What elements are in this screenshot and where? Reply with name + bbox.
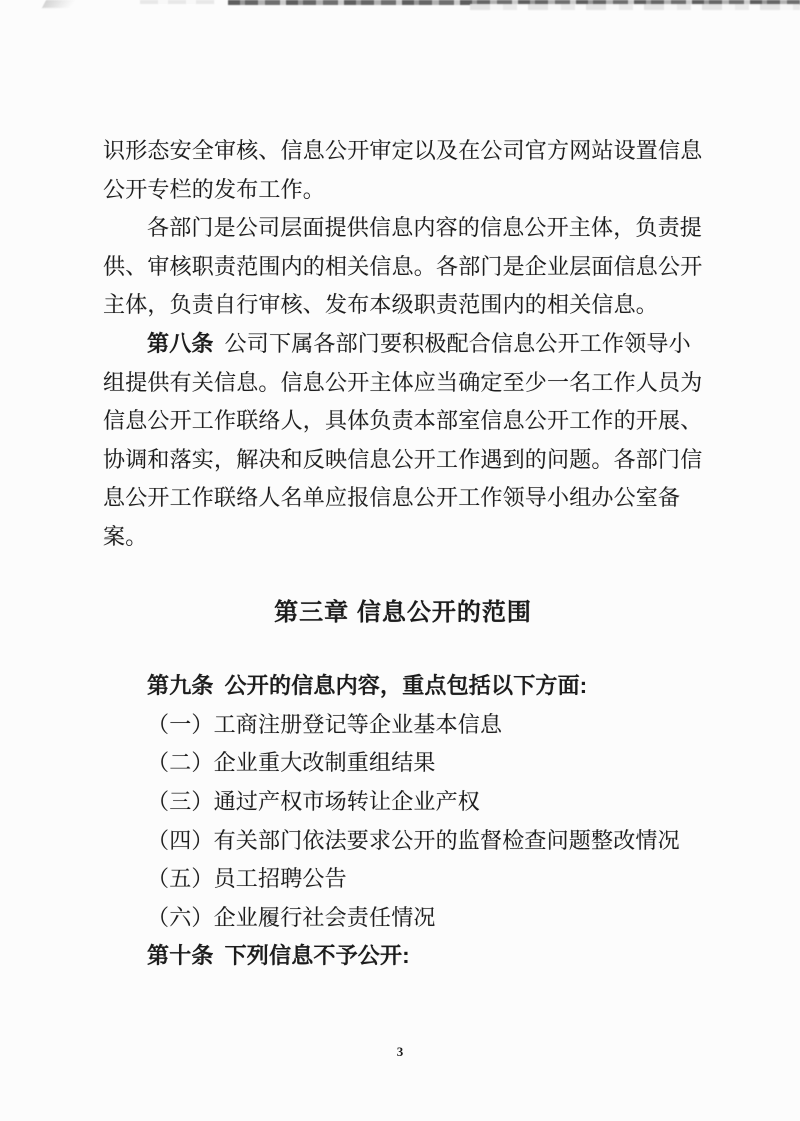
list-item: （二）企业重大改制重组结果 (147, 750, 436, 776)
body-line: 主体，负责自行审核、发布本级职责范围内的相关信息。 (103, 292, 659, 318)
body-line: 公开专栏的发布工作。 (103, 176, 326, 202)
article-10-line (103, 937, 703, 976)
body-line: 息公开工作联络人名单应报信息公开工作领导小组办公室备 (103, 485, 681, 511)
list-item: （三）通过产权市场转让企业产权 (147, 788, 481, 814)
body-text: 公司下属各部门要积极配合信息公开工作领导小 (224, 330, 691, 356)
article-8-first-line (103, 325, 703, 364)
body-line: 供、审核职责范围内的相关信息。各部门是企业层面信息公开 (103, 253, 703, 279)
chapter-heading: 第三章 信息公开的范围 (274, 598, 532, 626)
body-line: 信息公开工作联络人，具体负责本部室信息公开工作的开展、 (103, 408, 703, 434)
article-10-number: 第十条 (147, 943, 214, 969)
body-line: 案。 (103, 523, 148, 549)
article-9-line (103, 667, 703, 706)
page-number: 3 (396, 1044, 404, 1059)
list-item: （六）企业履行社会责任情况 (147, 904, 436, 930)
list-item: （四）有关部门依法要求公开的监督检查问题整改情况 (147, 827, 680, 853)
list-item: （一）工商注册登记等企业基本信息 (147, 711, 503, 737)
body-line: 各部门是公司层面提供信息内容的信息公开主体，负责提 (147, 215, 703, 241)
article-9-number: 第九条 (147, 673, 214, 699)
scan-edge-light-artifact (470, 4, 800, 10)
body-line: 识形态安全审核、信息公开审定以及在公司官方网站设置信息 (103, 138, 703, 163)
list-item: （五）员工招聘公告 (147, 866, 347, 892)
article-9-text: 公开的信息内容，重点包括以下方面: (224, 673, 588, 699)
scan-faint-artifact (140, 0, 215, 4)
article-8-number: 第八条 (147, 330, 214, 356)
article-10-text: 下列信息不予公开: (224, 943, 410, 969)
page-footer (0, 1044, 800, 1060)
document-body (103, 132, 703, 976)
body-line: 组提供有关信息。信息公开主体应当确定至少一名工作人员为 (103, 369, 703, 395)
body-line: 协调和落实，解决和反映信息公开工作遇到的问题。各部门信 (103, 446, 703, 472)
scan-smudge-artifact (42, 0, 82, 8)
